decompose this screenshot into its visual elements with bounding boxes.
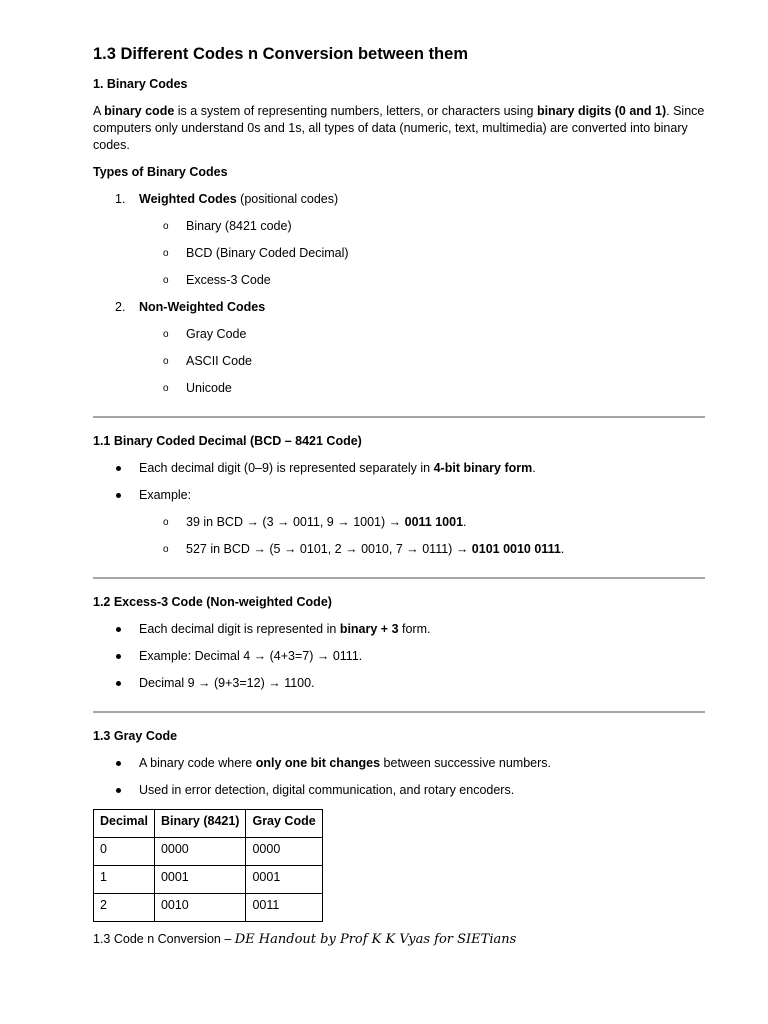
- circle-bullet-icon: o: [163, 517, 169, 528]
- binary-code-intro: A binary code is a system of representing numbers, letters, or characters using binary digits (0 and 1). Since computers only understand 0s and 1s, all types of data (numeric, text, multimedia) are converted into binary codes.: [93, 104, 705, 152]
- page-footer: 1.3 Code n Conversion – DE Handout by Prof K K Vyas for SIETians: [93, 932, 517, 947]
- bullet-item: Each decimal digit (0–9) is represented separately in 4-bit binary form.: [93, 460, 705, 476]
- page-title: 1.3 Different Codes n Conversion between them: [93, 45, 468, 63]
- section-divider: [93, 577, 705, 579]
- circle-bullet-icon: o: [163, 356, 169, 367]
- table-cell: 0000: [246, 838, 322, 866]
- sub-list-item: o Binary (8421 code): [163, 219, 292, 233]
- bullet-icon: [116, 466, 121, 471]
- circle-bullet-icon: o: [163, 544, 169, 555]
- bullet-item: Each decimal digit is represented in binary + 3 form.: [93, 621, 705, 637]
- circle-bullet-icon: o: [163, 275, 169, 286]
- table-cell: 0001: [246, 866, 322, 894]
- bullet-icon: [116, 788, 121, 793]
- sub-list-item: o Gray Code: [163, 327, 247, 341]
- table-cell: 1: [94, 866, 155, 894]
- table-cell: 0: [94, 838, 155, 866]
- binary-codes-heading: 1. Binary Codes: [93, 77, 188, 91]
- gray-code-table: [93, 809, 323, 922]
- section-divider: [93, 711, 705, 713]
- section-divider: [93, 416, 705, 418]
- table-header-row: [94, 810, 323, 838]
- bullet-icon: [116, 627, 121, 632]
- column-header: Decimal: [94, 810, 155, 838]
- bullet-item: Used in error detection, digital communication, and rotary encoders.: [93, 782, 705, 798]
- list-item-weighted-codes: 1. Weighted Codes (positional codes): [115, 192, 339, 206]
- table-row: [94, 894, 323, 922]
- bullet-icon: [116, 654, 121, 659]
- types-of-binary-codes-heading: Types of Binary Codes: [93, 165, 228, 179]
- circle-bullet-icon: o: [163, 383, 169, 394]
- column-header: Binary (8421): [154, 810, 246, 838]
- circle-bullet-icon: o: [163, 329, 169, 340]
- bullet-item: Decimal 9 → (9+3=12) → 1100.: [93, 675, 705, 691]
- sub-list-item: o Excess-3 Code: [163, 273, 271, 287]
- table-cell: 0010: [154, 894, 246, 922]
- bcd-heading: 1.1 Binary Coded Decimal (BCD – 8421 Code): [93, 434, 362, 448]
- table-cell: 2: [94, 894, 155, 922]
- bullet-item: Example:: [93, 487, 705, 503]
- bullet-item: Example: Decimal 4 → (4+3=7) → 0111.: [93, 648, 705, 664]
- table-cell: 0011: [246, 894, 322, 922]
- excess3-heading: 1.2 Excess-3 Code (Non-weighted Code): [93, 595, 332, 609]
- sub-list-item: o Unicode: [163, 381, 232, 395]
- bullet-icon: [116, 681, 121, 686]
- column-header: Gray Code: [246, 810, 322, 838]
- circle-bullet-icon: o: [163, 248, 169, 259]
- sub-list-item: o BCD (Binary Coded Decimal): [163, 246, 349, 260]
- list-item-non-weighted-codes: 2. Non-Weighted Codes: [115, 300, 266, 314]
- sub-list-item: o 527 in BCD → (5 → 0101, 2 → 0010, 7 → 0111) → 0101 0010 0111.: [163, 542, 565, 556]
- bullet-item: A binary code where only one bit changes between successive numbers.: [93, 755, 705, 771]
- table-row: [94, 838, 323, 866]
- sub-list-item: o ASCII Code: [163, 354, 253, 368]
- footer-signature: DE Handout by Prof K K Vyas for SIETians: [234, 932, 517, 947]
- gray-code-heading: 1.3 Gray Code: [93, 729, 178, 743]
- bullet-icon: [116, 493, 121, 498]
- bullet-icon: [116, 761, 121, 766]
- document-page: [93, 44, 705, 949]
- circle-bullet-icon: o: [163, 221, 169, 232]
- sub-list-item: o 39 in BCD → (3 → 0011, 9 → 1001) → 0011 1001.: [163, 515, 467, 529]
- table-cell: 0000: [154, 838, 246, 866]
- table-row: [94, 866, 323, 894]
- table-cell: 0001: [154, 866, 246, 894]
